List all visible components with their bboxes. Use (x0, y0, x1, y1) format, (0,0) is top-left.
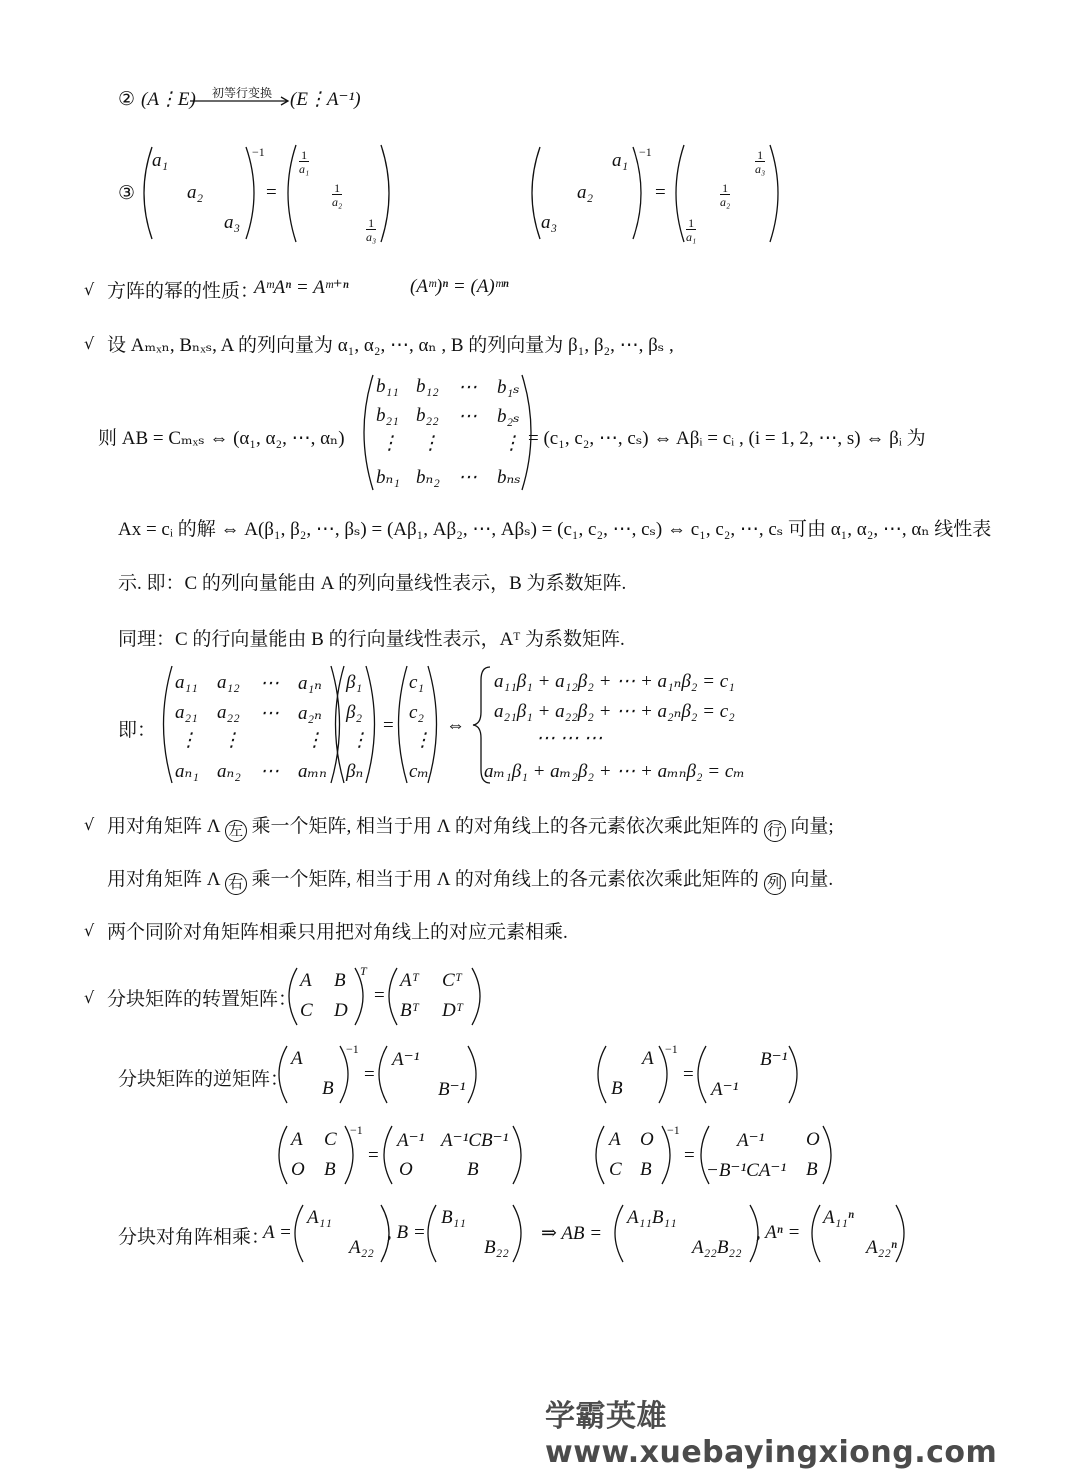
matrix-cell: C (300, 1000, 313, 1021)
exponent: −1 (667, 1123, 680, 1137)
diag-entry: a₁ (612, 150, 629, 171)
denominator: a₂ (720, 195, 731, 209)
paren (513, 1126, 521, 1184)
a-equals: A = (263, 1222, 292, 1243)
denominator: a₃ (366, 230, 377, 244)
matrix-cell: B⁻¹ (438, 1079, 466, 1100)
diag-right-pre: 用对角矩阵 Λ (107, 869, 221, 890)
matrix-cell: −B⁻¹CA⁻¹ (706, 1160, 787, 1181)
diag-entry: a₂ (577, 182, 594, 203)
exponent: −1 (639, 145, 652, 159)
column-vectors-text: 设 Aₘₓₙ, Bₙₓₛ, A 的列向量为 α₁, α₂, ⋯, αₙ , B 的列向量为 β₁, β₂, ⋯, βₛ , (107, 335, 674, 356)
fraction (299, 149, 309, 175)
matrix-cell: b₁ₛ (497, 377, 520, 398)
diag-left-mid: 乘一个矩阵, 相当于用 Λ 的对角线上的各元素依次乘此矩阵的 (251, 816, 759, 837)
diag-right-post: 向量. (790, 869, 834, 890)
equals: = (683, 1064, 694, 1085)
paren (366, 666, 375, 783)
paren (698, 1046, 706, 1103)
matrix-cell: B (611, 1078, 623, 1099)
exponent: −1 (346, 1042, 359, 1056)
matrix-cell: b₁₁ (376, 376, 399, 397)
matrix-cell: ⋮ (502, 433, 521, 454)
matrix-cell: Cᵀ (442, 970, 463, 991)
matrix-cell: A⁻¹CB⁻¹ (441, 1130, 509, 1151)
fraction (720, 182, 730, 208)
watermark: 学霸英雄 www.xuebayingxiong.com (545, 1399, 998, 1470)
paren (381, 145, 389, 242)
matrix-cell: A₂₂ⁿ (866, 1237, 897, 1258)
row-circle: 行 (764, 820, 786, 842)
diag-entry: a₁ (152, 150, 169, 171)
matrix-cell: a₂₂ (217, 702, 240, 723)
matrix-cell: ⋮ (305, 730, 324, 751)
matrix-cell: B (640, 1159, 652, 1180)
paren (823, 1126, 831, 1184)
matrix-cell: Bᵀ (400, 1000, 419, 1021)
diag-entry: a₃ (541, 212, 558, 233)
diag-entry: a₂ (187, 182, 204, 203)
exponent: −1 (350, 1123, 363, 1137)
item3-marker: ③ (118, 183, 136, 204)
matrix-cell: ⋮ (421, 433, 440, 454)
matrix-cell: A₂₂B₂₂ (692, 1237, 742, 1258)
matrix-cell: B₁₁ (441, 1207, 466, 1228)
exponent: −1 (252, 145, 265, 159)
matrix-cell: O (399, 1159, 413, 1180)
matrix-cell: B (334, 970, 346, 991)
paren (399, 666, 408, 783)
c-cell: cₘ (409, 761, 430, 782)
matrix-cell: aₙ₂ (217, 761, 241, 782)
diag-right-line (107, 864, 833, 895)
c-cell: c₁ (409, 672, 425, 693)
matrix-cell: Aᵀ (400, 970, 419, 991)
matrix-cell: b₂₁ (376, 405, 399, 426)
beta-cell: βₙ (346, 761, 364, 782)
equation: a₂₁β₁ + a₂₂β₂ + ⋯ + a₂ₙβ₂ = c₂ (494, 701, 735, 722)
solution-line: Ax = cᵢ 的解 ⇔ A(β₁, β₂, ⋯, βₛ) = (Aβ₁, Aβ₂, ⋯, Aβₛ) = (c₁, c₂, ⋯, cₛ) ⇔ c₁, c₂, ⋯, cₛ 可由 α₁, α₂, ⋯, αₙ 线性表 (118, 519, 992, 540)
matrix-cell: aₘₙ (298, 761, 327, 782)
matrix-cell: O (291, 1159, 305, 1180)
numerator: 1 (688, 216, 695, 230)
paren (364, 375, 373, 490)
paren (144, 147, 152, 239)
matrix-cell: B (324, 1159, 336, 1180)
matrix-cell: A₁₁ (307, 1207, 332, 1228)
matrix-cell: bₙₛ (497, 467, 521, 488)
fraction (332, 182, 342, 208)
paren (164, 666, 173, 783)
c-cell: ⋮ (413, 730, 432, 751)
matrix-cell: a₁₂ (217, 672, 240, 693)
paren (246, 147, 254, 239)
denominator: a₁ (686, 230, 697, 244)
ab-equals: ⇒ AB = (541, 1223, 603, 1244)
b-equals: , B = (387, 1222, 426, 1243)
numerator: 1 (301, 148, 308, 162)
paren (295, 1205, 303, 1262)
paren (896, 1205, 904, 1262)
matrix-cell: aₙ₁ (175, 761, 199, 782)
matrix-cell: A (642, 1048, 654, 1069)
paren (389, 968, 397, 1025)
denominator: a₂ (332, 195, 343, 209)
ab-prefix: 则 AB = Cₘₓₛ ⇔ (α₁, α₂, ⋯, αₙ) (98, 428, 345, 449)
matrix-cell: ⋯ (260, 673, 279, 694)
check-icon: √ (84, 280, 95, 299)
beta-cell: β₁ (346, 672, 363, 693)
power-formula-2: (Aᵐ)ⁿ = (A)ᵐⁿ (410, 276, 509, 297)
paren (513, 1205, 521, 1262)
paren (789, 1046, 797, 1103)
matrix-cell: b₂ₛ (497, 406, 520, 427)
matrix-cell: B₂₂ (484, 1237, 509, 1258)
matrix-cell: A⁻¹ (711, 1079, 739, 1100)
check-icon: √ (84, 334, 95, 353)
matrix-cell: A₁₁ⁿ (823, 1207, 854, 1228)
matrix-cell: B (806, 1159, 818, 1180)
block-transpose-label: 分块矩阵的转置矩阵： (107, 989, 298, 1010)
matrix-cell: A (609, 1129, 621, 1150)
matrix-cell: A⁻¹ (397, 1130, 425, 1151)
denominator: a₃ (755, 162, 766, 176)
beta-cell: β₂ (346, 702, 363, 723)
matrix-cell: ⋯ (458, 377, 477, 398)
item2-right: (E⋮A⁻¹) (290, 89, 361, 110)
beta-cell: ⋮ (350, 730, 369, 751)
numerator: 1 (722, 181, 729, 195)
equals: = (684, 1145, 695, 1166)
fraction (686, 217, 696, 243)
power-formula-1: AᵐAⁿ = Aᵐ⁺ⁿ (254, 277, 349, 298)
equals: = (655, 182, 666, 203)
paren (472, 968, 480, 1025)
paren (279, 1126, 287, 1184)
matrix-cell: A₁₁B₁₁ (627, 1207, 677, 1228)
check-icon: √ (84, 815, 95, 834)
system-label: 即： (118, 720, 157, 741)
diag-left-post: 向量; (790, 816, 834, 837)
column-circle: 列 (764, 873, 786, 895)
matrix-cell: O (806, 1129, 820, 1150)
item2-marker: ② (118, 89, 136, 110)
paren (384, 1126, 392, 1184)
right-circle: 右 (225, 873, 247, 895)
matrix-cell: Dᵀ (442, 1000, 464, 1021)
matrix-cell: C (609, 1159, 622, 1180)
diag-left-line (107, 811, 834, 842)
same-order-text: 两个同阶对角矩阵相乘只用把对角线上的对应元素相乘. (107, 922, 568, 943)
denominator: a₁ (299, 162, 310, 176)
paren (428, 1205, 436, 1262)
matrix-cell: a₂₁ (175, 702, 198, 723)
matrix-cell: ⋯ (458, 406, 477, 427)
paren (812, 1205, 820, 1262)
paren (676, 145, 684, 242)
exponent: −1 (665, 1042, 678, 1056)
equals: = (374, 985, 385, 1006)
paren (468, 1046, 476, 1103)
solution-line-2: 示. 即：C 的列向量能由 A 的列向量线性表示，B 为系数矩阵. (118, 573, 627, 594)
matrix-cell: ⋯ (260, 703, 279, 724)
numerator: 1 (757, 148, 764, 162)
paren (770, 145, 778, 242)
numerator: 1 (334, 181, 341, 195)
equation: a₁₁β₁ + a₁₂β₂ + ⋯ + a₁ₙβ₂ = c₁ (494, 671, 735, 692)
matrix-cell: B⁻¹ (760, 1049, 788, 1070)
matrix-cell: A⁻¹ (392, 1049, 420, 1070)
paren (379, 1046, 387, 1103)
matrix-cell: O (640, 1129, 654, 1150)
item2-arrow-label: 初等行变换 (212, 86, 273, 100)
matrix-cell: ⋯ (260, 761, 279, 782)
numerator: 1 (368, 216, 375, 230)
equation: ⋯ ⋯ ⋯ (536, 728, 603, 749)
paren (532, 147, 540, 239)
power-label: 方阵的幂的性质： (107, 281, 260, 302)
equation: aₘ₁β₁ + aₘ₂β₂ + ⋯ + aₘₙβ₂ = cₘ (484, 761, 745, 782)
block-inverse-label: 分块矩阵的逆矩阵： (118, 1069, 290, 1090)
matrix-cell: C (324, 1129, 337, 1150)
paren (288, 145, 296, 242)
matrix-cell: A₂₂ (349, 1237, 374, 1258)
diag-left-pre: 用对角矩阵 Λ (107, 816, 221, 837)
left-circle: 左 (225, 820, 247, 842)
matrix-cell: a₁₁ (175, 672, 198, 693)
fraction (755, 149, 765, 175)
equals: = (383, 715, 394, 736)
paren (615, 1205, 623, 1262)
diag-entry: a₃ (224, 212, 241, 233)
check-icon: √ (84, 988, 95, 1007)
similarly-line: 同理：C 的行向量能由 B 的行向量线性表示，Aᵀ 为系数矩阵. (118, 629, 625, 650)
matrix-cell: a₂ₙ (298, 703, 322, 724)
fraction (366, 217, 376, 243)
paren (633, 147, 641, 239)
ab-suffix: = (c₁, c₂, ⋯, cₛ) ⇔ Aβᵢ = cᵢ , (i = 1, 2, ⋯, s) ⇔ βᵢ 为 (528, 428, 926, 449)
paren (596, 1126, 604, 1184)
equals: = (368, 1145, 379, 1166)
matrix-cell: a₁ₙ (298, 673, 322, 694)
block-diag-label: 分块对角阵相乘： (118, 1227, 271, 1248)
matrix-cell: A (300, 970, 312, 991)
matrix-cell: b₁₂ (416, 376, 439, 397)
matrix-cell: A (291, 1048, 303, 1069)
exponent: T (360, 964, 367, 978)
paren (598, 1046, 606, 1103)
diag-right-mid: 乘一个矩阵, 相当于用 Λ 的对角线上的各元素依次乘此矩阵的 (251, 869, 759, 890)
matrix-cell: ⋮ (222, 730, 241, 751)
matrix-cell: D (334, 1000, 348, 1021)
matrix-cell: B (322, 1078, 334, 1099)
equals: = (266, 182, 277, 203)
matrix-cell: ⋯ (458, 467, 477, 488)
matrix-cell: ⋮ (380, 433, 399, 454)
check-icon: √ (84, 921, 95, 940)
paren (428, 666, 437, 783)
matrix-cell: ⋮ (179, 730, 198, 751)
c-cell: c₂ (409, 702, 425, 723)
matrix-cell: bₙ₁ (376, 467, 400, 488)
matrix-cell: b₂₂ (416, 405, 439, 426)
matrix-cell: A (291, 1129, 303, 1150)
matrix-cell: A⁻¹ (737, 1130, 765, 1151)
iff-symbol: ⇔ (446, 715, 465, 736)
matrix-cell: bₙ₂ (416, 467, 440, 488)
item2-left: (A⋮E) (141, 89, 196, 110)
matrix-cell: B (467, 1159, 479, 1180)
equals: = (364, 1064, 375, 1085)
an-equals: , Aⁿ = (756, 1222, 801, 1243)
